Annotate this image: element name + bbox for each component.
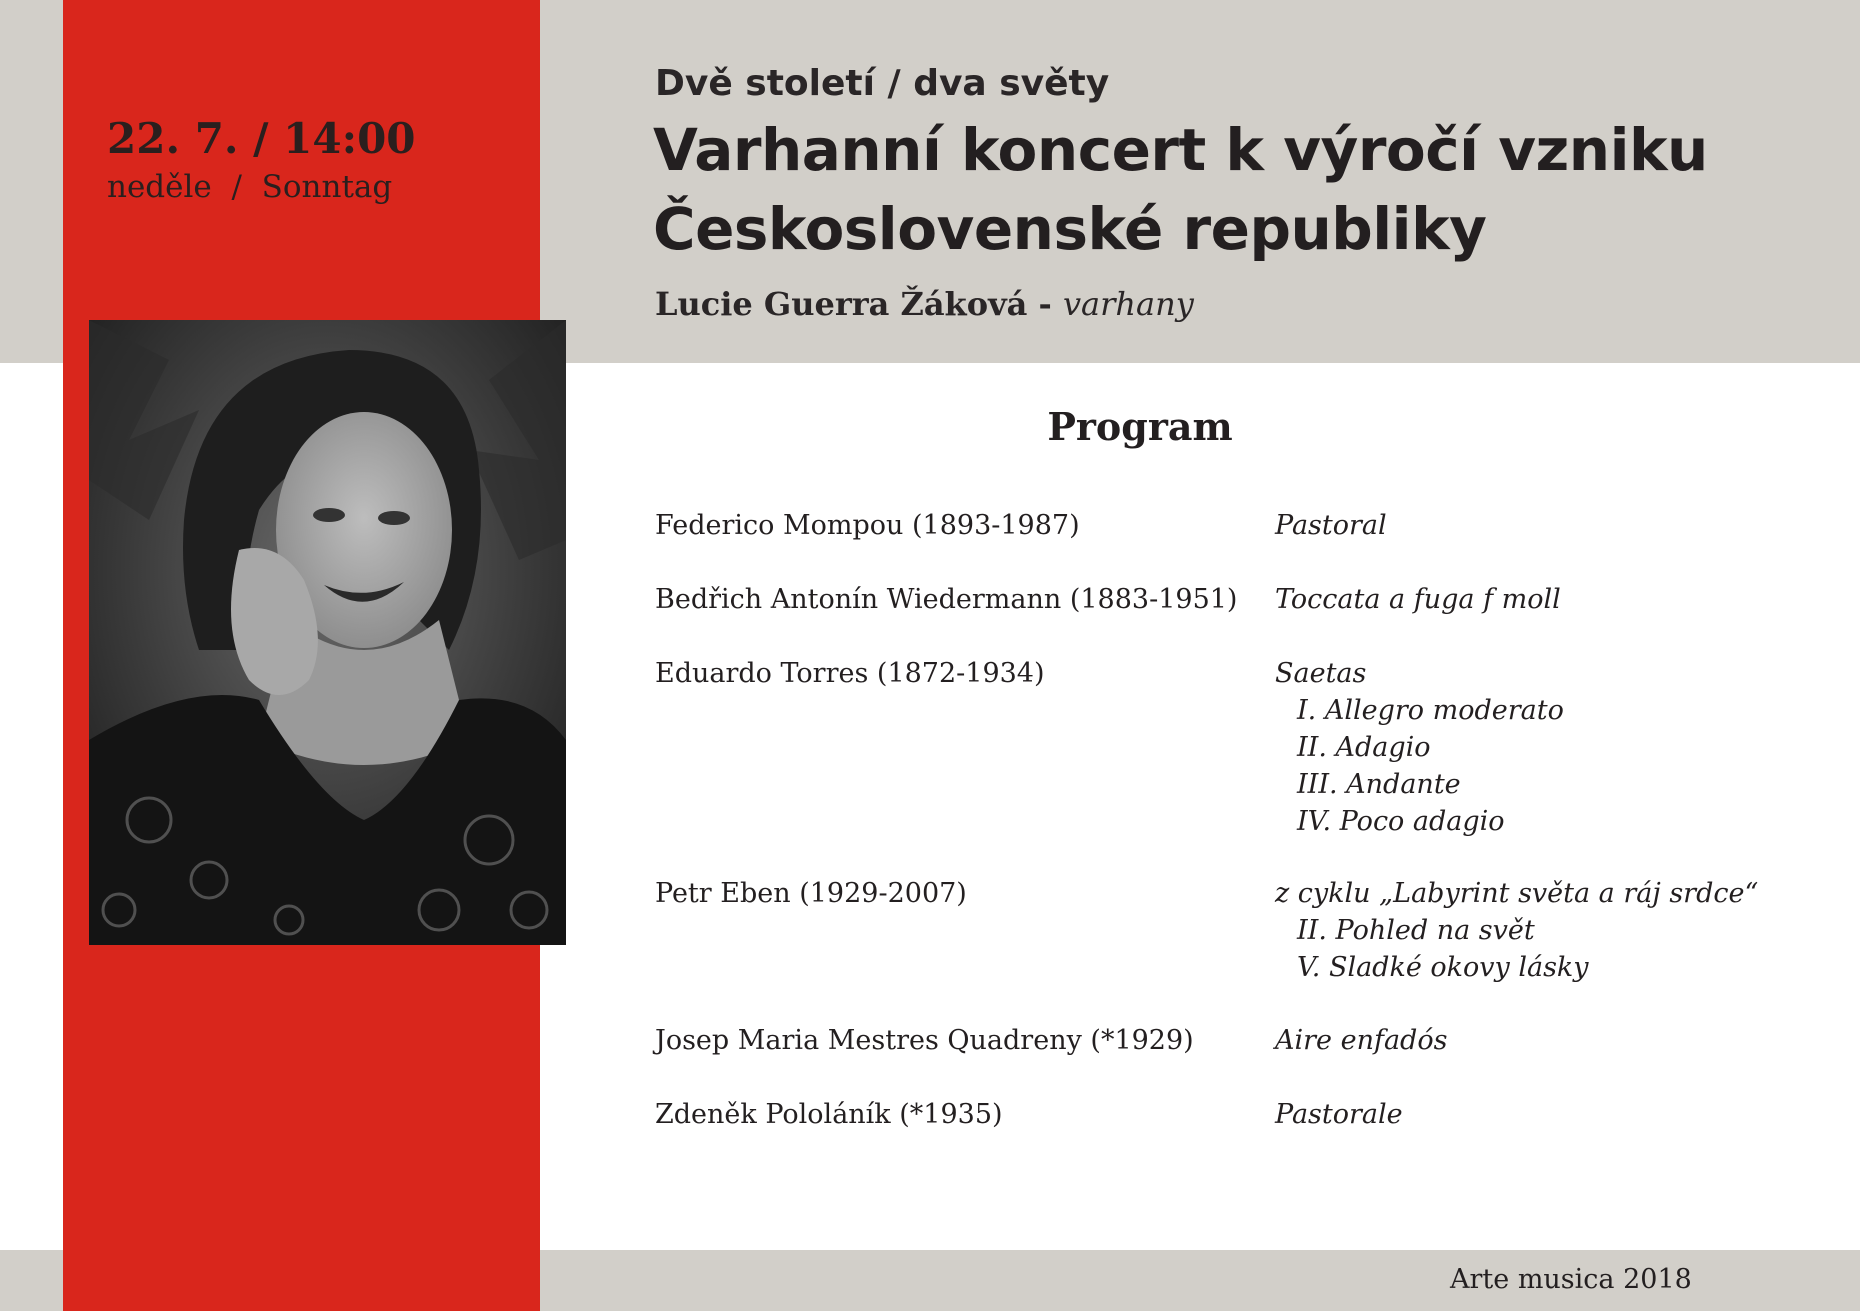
performer-name: Lucie Guerra Žáková [655, 285, 1028, 323]
program-movement: II. Pohled na svět [1297, 915, 1535, 946]
program-work: Toccata a fuga f moll [1275, 584, 1561, 615]
program-movement: V. Sladké okovy lásky [1297, 952, 1589, 983]
program-composer: Eduardo Torres (1872-1934) [655, 658, 1045, 689]
program-work: Saetas [1275, 658, 1367, 689]
program-movement: I. Allegro moderato [1297, 695, 1564, 726]
program-heading: Program [1047, 404, 1233, 449]
program-composer: Bedřich Antonín Wiedermann (1883-1951) [655, 584, 1238, 615]
program-work: Pastorale [1275, 1099, 1403, 1130]
performer-role: varhany [1062, 285, 1194, 323]
program-work: z cyklu „Labyrint světa a ráj srdce“ [1275, 878, 1759, 909]
program-composer: Petr Eben (1929-2007) [655, 878, 967, 909]
program-movement: III. Andante [1297, 769, 1461, 800]
performer-separator: - [1027, 285, 1063, 323]
program-composer: Zdeněk Pololáník (*1935) [655, 1099, 1003, 1130]
performer [655, 285, 1194, 323]
event-date-time: 22. 7. / 14:00 [107, 114, 416, 163]
program-movement: IV. Poco adagio [1297, 806, 1505, 837]
concert-subtitle: Dvě století / dva světy [655, 63, 1110, 104]
program-movement: II. Adagio [1297, 732, 1431, 763]
program-heading-wrap [0, 404, 1860, 449]
program-composer: Josep Maria Mestres Quadreny (*1929) [655, 1025, 1194, 1056]
concert-title-line-2: Československé republiky [653, 195, 1487, 263]
footer-label: Arte musica 2018 [1450, 1264, 1692, 1295]
event-day: neděle / Sonntag [107, 169, 393, 205]
program-work: Pastoral [1275, 510, 1387, 541]
program-work: Aire enfadós [1275, 1025, 1448, 1056]
program-composer: Federico Mompou (1893-1987) [655, 510, 1080, 541]
concert-title-line-1: Varhanní koncert k výročí vzniku [653, 116, 1708, 184]
